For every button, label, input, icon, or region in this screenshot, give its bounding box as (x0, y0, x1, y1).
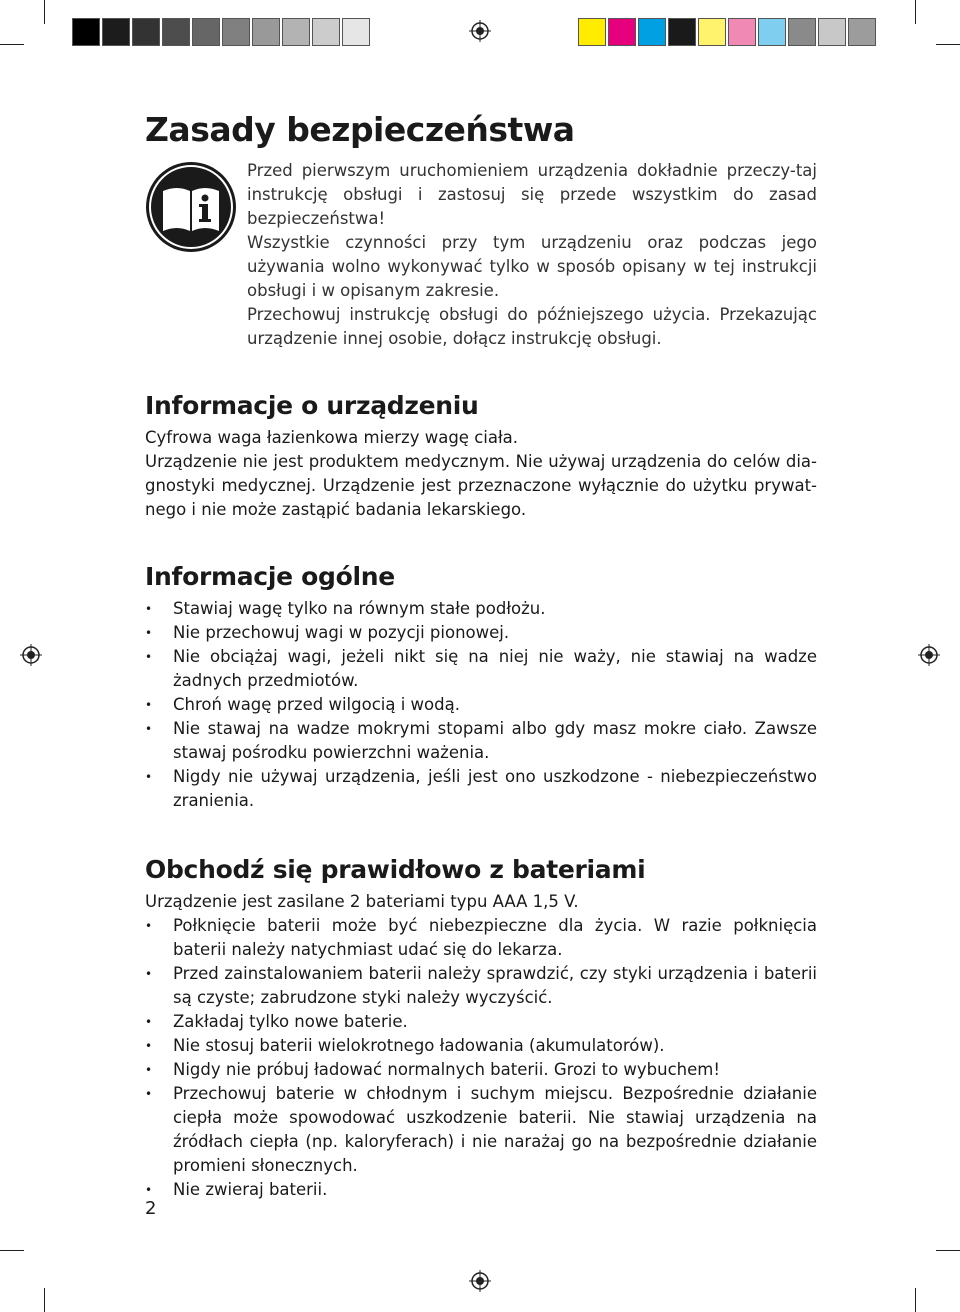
color-swatch (698, 18, 726, 46)
batteries-lead: Urządzenie jest zasilane 2 bateriami typu AAA 1,5 V. (145, 892, 579, 911)
color-swatch (132, 18, 160, 46)
crop-mark (44, 1288, 45, 1312)
crop-mark (936, 44, 960, 45)
color-swatch (72, 18, 100, 46)
device-info-paragraph: Urządzenie nie jest produktem medycznym. Nie używaj urządzenia do celów dia-gnostyki medycznej. Urządzenie jest przeznaczone wyłącznie do użytku prywat-nego i nie może zastąpić badania lekarskiego. (145, 452, 817, 519)
list-item: • Nie zwieraj baterii. (145, 1178, 817, 1202)
batteries-section (145, 855, 817, 1202)
crop-mark (44, 0, 45, 24)
crop-mark (936, 1250, 960, 1251)
grayscale-color-bar (72, 18, 372, 46)
color-swatch (758, 18, 786, 46)
color-swatch (608, 18, 636, 46)
registration-mark-icon (469, 20, 491, 42)
color-swatch (102, 18, 130, 46)
page-number: 2 (145, 1198, 157, 1219)
safety-intro (145, 159, 817, 351)
info-book-icon (145, 159, 247, 351)
color-swatch (162, 18, 190, 46)
color-swatch (222, 18, 250, 46)
safety-paragraph: Przed pierwszym uruchomieniem urządzenia dokładnie przeczy-taj instrukcję obsługi i zastosuj się przede wszystkim do zasad bezpieczeństwa! (247, 161, 817, 228)
general-info-heading: Informacje ogólne (145, 562, 395, 591)
list-item: • Przed zainstalowaniem baterii należy sprawdzić, czy styki urządzenia i baterii są czyste; zabrudzone styki należy wyczyścić. (145, 962, 817, 1010)
safety-text (247, 159, 817, 351)
color-swatch (788, 18, 816, 46)
color-swatch (818, 18, 846, 46)
color-swatch (578, 18, 606, 46)
list-item: • Nie przechowuj wagi w pozycji pionowej. (145, 621, 817, 645)
list-item: • Nie stawaj na wadze mokrymi stopami albo gdy masz mokre ciało. Zawsze stawaj pośrodku powierzchni ważenia. (145, 717, 817, 765)
device-info-paragraph: Cyfrowa waga łazienkowa mierzy wagę ciała. (145, 428, 519, 447)
list-item: • Nigdy nie próbuj ładować normalnych baterii. Grozi to wybuchem! (145, 1058, 817, 1082)
general-info-section (145, 562, 817, 813)
cmyk-color-bar (578, 18, 878, 46)
registration-mark-icon (918, 644, 940, 666)
general-info-list (145, 597, 817, 813)
registration-mark-icon (20, 644, 42, 666)
color-swatch (728, 18, 756, 46)
safety-paragraph: Wszystkie czynności przy tym urządzeniu oraz podczas jego używania wolno wykonywać tylko w sposób opisany w tej instrukcji obsługi i w opisanym zakresie. (247, 233, 817, 300)
registration-mark-icon (469, 1270, 491, 1292)
safety-paragraph: Przechowuj instrukcję obsługi do późniejszego użycia. Przekazując urządzenie innej osobie, dołącz instrukcję obsługi. (247, 305, 817, 348)
list-item: • Chroń wagę przed wilgocią i wodą. (145, 693, 817, 717)
crop-mark (0, 1250, 24, 1251)
list-item: • Stawiaj wagę tylko na równym stałe podłożu. (145, 597, 817, 621)
color-swatch (252, 18, 280, 46)
list-item: • Zakładaj tylko nowe baterie. (145, 1010, 817, 1034)
crop-mark (0, 44, 24, 45)
page-content (145, 110, 817, 1202)
color-swatch (848, 18, 876, 46)
batteries-list (145, 914, 817, 1202)
color-swatch (342, 18, 370, 46)
list-item: • Nie stosuj baterii wielokrotnego ładowania (akumulatorów). (145, 1034, 817, 1058)
safety-heading: Zasady bezpieczeństwa (145, 110, 575, 149)
color-swatch (192, 18, 220, 46)
crop-mark (915, 0, 916, 24)
list-item: • Nie obciążaj wagi, jeżeli nikt się na niej nie waży, nie stawiaj na wadze żadnych przedmiotów. (145, 645, 817, 693)
batteries-heading: Obchodź się prawidłowo z bateriami (145, 855, 646, 884)
color-swatch (282, 18, 310, 46)
color-swatch (638, 18, 666, 46)
crop-mark (915, 1288, 916, 1312)
list-item: • Połknięcie baterii może być niebezpieczne dla życia. W razie połknięcia baterii należy natychmiast udać się do lekarza. (145, 914, 817, 962)
list-item: • Nigdy nie używaj urządzenia, jeśli jest ono uszkodzone - niebezpieczeństwo zranienia. (145, 765, 817, 813)
device-info-heading: Informacje o urządzeniu (145, 391, 479, 420)
list-item: • Przechowuj baterie w chłodnym i suchym miejscu. Bezpośrednie działanie ciepła może spowodować uszkodzenie baterii. Nie stawiaj urządzenia na źródłach ciepła (np. kaloryferach) i nie narażaj go na bezpośrednie działanie promieni słonecznych. (145, 1082, 817, 1178)
device-info-section (145, 391, 817, 522)
color-swatch (668, 18, 696, 46)
color-swatch (312, 18, 340, 46)
